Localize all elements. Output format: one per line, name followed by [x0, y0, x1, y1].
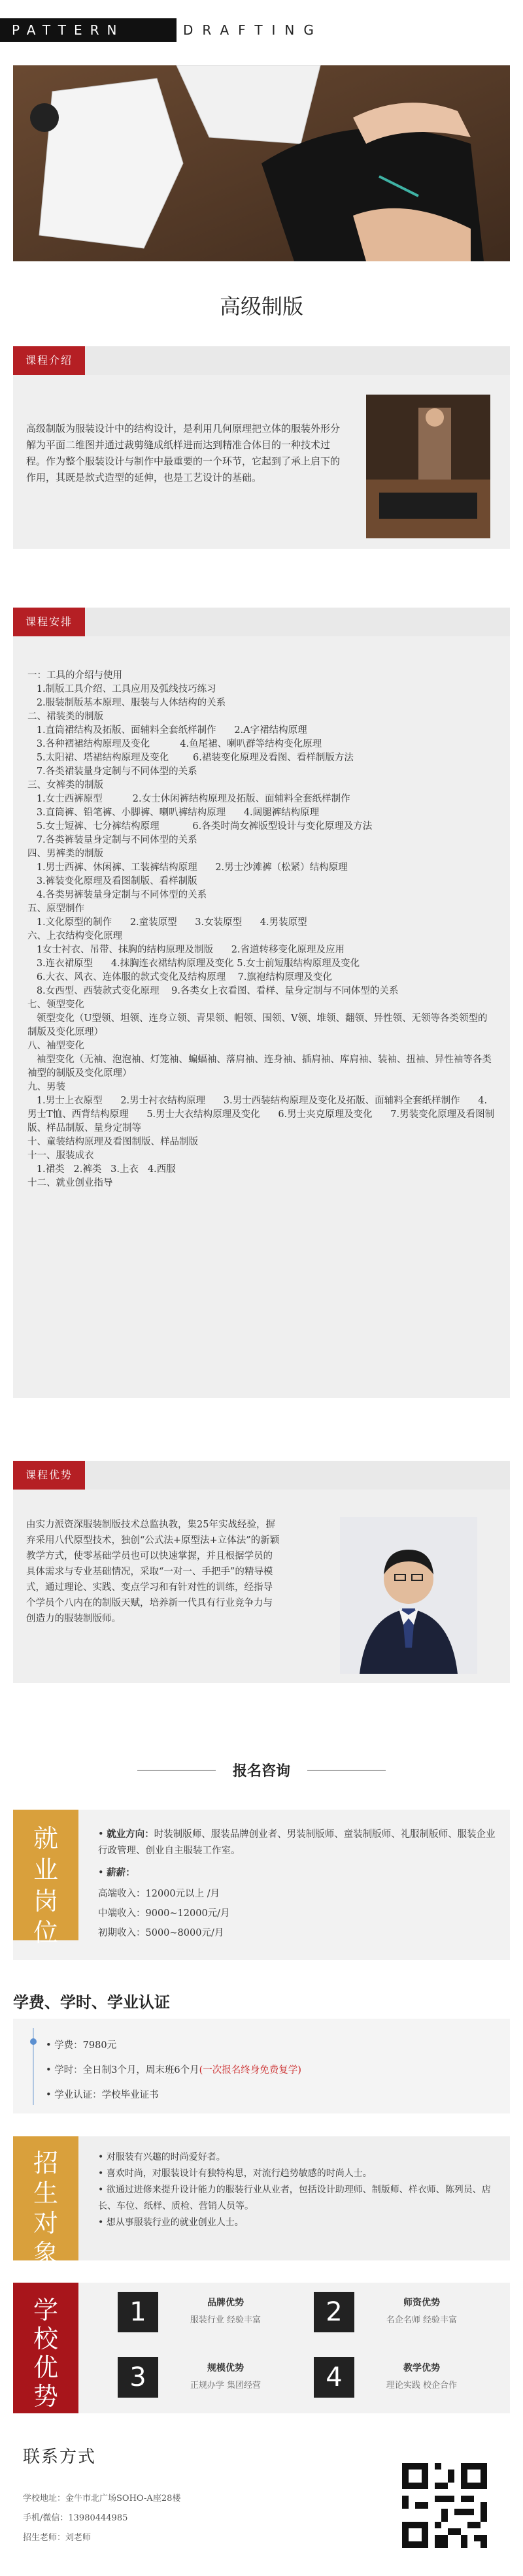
- schedule-line: 1女士衬衣、吊带、抹胸的结构原理及制版 2.省道转移变化原理及应用: [27, 945, 345, 955]
- fees-panel: [13, 2019, 510, 2113]
- schedule-line: 领型变化（U型领、坦领、连身立领、青果领、帽领、围领、V领、堆领、翻领、异性领、无领等各类领型的制版及变化原理）: [27, 1013, 488, 1037]
- schedule-line: 四、男裤类的制版: [27, 849, 103, 859]
- header-left-word: PATTERN: [0, 18, 177, 42]
- intro-text: 高级制版为服装设计中的结构设计，是利用几何原理把立体的服装外形分解为平面二维图并通过裁剪缝成纸样进而达到精准合体目的一种技术过程。作为整个服装设计与制作中最重要的一个环节，它起到了承上启下的作用，其既是款式造型的延伸，也是工艺设计的基础。: [26, 423, 341, 483]
- schedule-line: 五、原型制作: [27, 904, 84, 914]
- schedule-line: 九、男装: [27, 1082, 65, 1092]
- qr-code-icon: [402, 2463, 487, 2548]
- schedule-line: 8.女西型、西装款式变化原理 9.各类女上衣看图、看样、量身定制与不同体型的关系: [27, 986, 399, 996]
- salary-list: [98, 1884, 497, 1943]
- schedule-line: 一：工具的介绍与使用: [27, 670, 122, 681]
- schedule-line: 二、裙装类的制版: [27, 711, 103, 722]
- consult-title: 报名咨询: [232, 1763, 290, 1780]
- schedule-line: 3.各种褶裙结构原理及变化 4.鱼尾裙、喇叭群等结构变化原理: [27, 739, 322, 749]
- jobs-direction: • 就业方向：时装制版师、服装品牌创业者、男装制版师、童装制版师、礼服制版师、服装企业行政管理、创业自主服装工作室。: [98, 1829, 496, 1856]
- hero-image: [13, 65, 510, 261]
- schedule-line: 7.各类裙装量身定制与不同体型的关系: [27, 766, 197, 777]
- page-title: 高级制版: [219, 294, 303, 319]
- intro-tag: 课程介绍: [13, 346, 85, 375]
- schedule-line: 5.太阳裙、塔裙结构原理及变化 6.裙装变化原理及看图、看样制版方法: [27, 753, 354, 763]
- salary-low: 初期收入：5000~8000元/月: [98, 1928, 224, 1938]
- schedule-line: 三、女裤类的制版: [27, 780, 103, 791]
- schedule-line: 1.男士西裤、休闲裤、工装裤结构原理 2.男士沙滩裤（松紧）结构原理: [27, 862, 348, 873]
- contact-phone: 手机/微信：13980444985: [23, 2513, 128, 2523]
- fee-line: • 学费：7980元: [46, 2040, 117, 2051]
- schedule-list: [27, 669, 496, 1190]
- target-side-label: [13, 2136, 78, 2268]
- schedule-line: 十、童装结构原理及看图制版、样品制版: [27, 1137, 198, 1147]
- schedule-line: 1.男士上衣原型 2.男士衬衣结构原理 3.男士西装结构原理及变化及拓版、面辅料全套纸样制作 4.男士T恤、西背结构原理 5.男士大衣结构原理及变化 6.男士夹克原理及变化 7.男装变化原理及看图制版、样品制版、量身定制等: [27, 1096, 495, 1133]
- tailor-photo-illustration: [366, 395, 490, 538]
- time-line: • 学时：全日制3个月，周末班6个月(一次报名终身免费复学): [46, 2065, 301, 2076]
- card-sub: 正规办学 集团经营: [190, 2381, 262, 2390]
- schedule-line: 7.各类裤装量身定制与不同体型的关系: [27, 835, 197, 845]
- schedule-line: 3.连衣裙原型 4.抹胸连衣裙结构原理及变化 5.女士前短服结构原理及变化: [27, 958, 360, 969]
- card-number: 4: [314, 2357, 354, 2398]
- advantage-section-header: [13, 1461, 510, 1490]
- teacher-portrait-illustration: [340, 1517, 477, 1674]
- schedule-line: 十一、服装成衣: [27, 1150, 94, 1161]
- schedule-line: 3.裤装变化原理及看图制版、看样制版: [27, 876, 197, 887]
- header-strip: [0, 18, 523, 42]
- cert-line: • 学业认证：学校毕业证书: [46, 2090, 159, 2100]
- schedule-line: 2.服装制版基本原理、服装与人体结构的关系: [27, 698, 226, 708]
- fees-dot: [30, 2038, 37, 2045]
- card-sub: 理论实践 校企合作: [386, 2381, 458, 2390]
- schedule-line: 4.各类男裤装量身定制与不同体型的关系: [27, 890, 207, 900]
- qr-code: [402, 2463, 487, 2548]
- schedule-tag: 课程安排: [13, 608, 85, 636]
- jobs-side-label: [13, 1810, 78, 1947]
- intro-photo: [366, 395, 490, 538]
- jobs-side-text: 就业岗位: [33, 1824, 58, 1947]
- schedule-line: 6.大衣、风衣、连体服的款式变化及结构原理 7.旗袍结构原理及变化: [27, 972, 332, 983]
- intro-panel: [13, 375, 510, 549]
- advantage-panel: [13, 1490, 510, 1683]
- schedule-line: 1.女士西裤原型 2.女士休闲裤结构原理及拓版、面辅料全套纸样制作: [27, 794, 350, 804]
- schedule-line: 十二、就业创业指导: [27, 1178, 113, 1188]
- target-list: [98, 2149, 497, 2231]
- advantage-text: 由实力派资深服装制版技术总监执教，集25年实战经验，摒弃采用八代原型技术，独创“公式法+原型法+立体法”的新颖教学方式，使零基础学员也可以快速掌握，并且根据学员的具体需求与专业基础情况，采取“一对一、手把手”的精导模式，通过理论、实践、变点学习和有针对性的训练，经指导个学员个八内在的制版天赋，培养新一代具有行业竞争力与创造力的服装制版师。: [26, 1520, 280, 1624]
- advantage-tag: 课程优势: [13, 1461, 85, 1490]
- schedule-line: 1.制版工具介绍、工具应用及弧线技巧练习: [27, 684, 216, 694]
- jobs-direction-label: 就业方向：: [107, 1829, 154, 1840]
- jobs-content: [98, 1826, 497, 1943]
- card-title: 师资优势: [403, 2298, 440, 2308]
- school-side-text: 学校优势: [33, 2296, 58, 2411]
- jobs-direction-text: 时装制版师、服装品牌创业者、男装制版师、童装制版师、礼服制版师、服装企业行政管理、创业自主服装工作室。: [98, 1829, 496, 1856]
- contact-teacher: 招生老师：刘老师: [23, 2533, 92, 2543]
- salary-mid: 中端收入：9000~12000元/月: [98, 1908, 230, 1919]
- schedule-line: 1.裙类 2.裤类 3.上衣 4.西服: [27, 1164, 176, 1175]
- jobs-salary-label: 薪薪：: [107, 1867, 135, 1878]
- school-side-label: [13, 2283, 78, 2413]
- schedule-panel: [13, 636, 510, 1398]
- schedule-line: 六、上衣结构变化原理: [27, 931, 122, 941]
- tailoring-scene-illustration: [13, 65, 510, 261]
- target-item: • 喜欢时尚，对服装设计有独特构思，对流行趋势敏感的时尚人士。: [98, 2168, 372, 2179]
- salary-high: 高端收入：12000元以上 /月: [98, 1889, 220, 1899]
- target-item: • 对服装有兴趣的时尚爱好者。: [98, 2152, 226, 2162]
- contact-title: 联系方式: [23, 2447, 97, 2467]
- card-number: 3: [118, 2357, 158, 2398]
- card-number: 1: [118, 2292, 158, 2332]
- card-title: 品牌优势: [207, 2298, 244, 2308]
- schedule-section-header: [13, 608, 510, 636]
- time-note: (一次报名终身免费复学): [199, 2065, 301, 2076]
- schedule-line: 1.文化原型的制作 2.童装原型 3.女装原型 4.男装原型: [27, 917, 307, 928]
- card-title: 教学优势: [403, 2363, 440, 2373]
- fees-content: [46, 2033, 490, 2108]
- schedule-line: 1.直筒裙结构及拓版、面辅料全套纸样制作 2.A字裙结构原理: [27, 725, 307, 736]
- header-right-word: DRAFTING: [183, 22, 323, 38]
- target-item: • 想从事服装行业的就业创业人士。: [98, 2217, 244, 2228]
- contact-info: [23, 2489, 180, 2548]
- jobs-salary-heading: • 薪薪：: [98, 1867, 135, 1878]
- schedule-line: 3.直筒裤、铅笔裤、小脚裤、喇叭裤结构原理 4.阔腿裤结构原理: [27, 807, 320, 818]
- schedule-line: 七、领型变化: [27, 1000, 84, 1010]
- card-title: 规模优势: [207, 2363, 244, 2373]
- target-item: • 欲通过进修来提升设计能力的服装行业从业者，包括设计助理师、制版师、样衣师、陈列员、店长、车位、纸样、质检、营销人员等。: [98, 2185, 491, 2211]
- fees-title: 学费、学时、学业认证: [13, 1993, 170, 2012]
- schedule-line: 袖型变化（无袖、泡泡袖、灯笼袖、蝙蝠袖、落肩袖、连身袖、插肩袖、库肩袖、装袖、扭袖、异性袖等各类袖型的制版及变化原理）: [27, 1054, 492, 1079]
- schedule-line: 5.女士短裤、七分裤结构原理 6.各类时尚女裤版型设计与变化原理及方法: [27, 821, 373, 832]
- target-side-text: 招生对象: [33, 2149, 58, 2268]
- card-sub: 服装行业 经验丰富: [190, 2315, 262, 2325]
- intro-section-header: [13, 346, 510, 375]
- contact-address: 学校地址：金牛市北广场SOHO-A座28楼: [23, 2494, 181, 2503]
- teacher-photo: [340, 1517, 477, 1674]
- card-sub: 名企名师 经验丰富: [386, 2315, 458, 2325]
- schedule-line: 八、袖型变化: [27, 1041, 84, 1051]
- card-number: 2: [314, 2292, 354, 2332]
